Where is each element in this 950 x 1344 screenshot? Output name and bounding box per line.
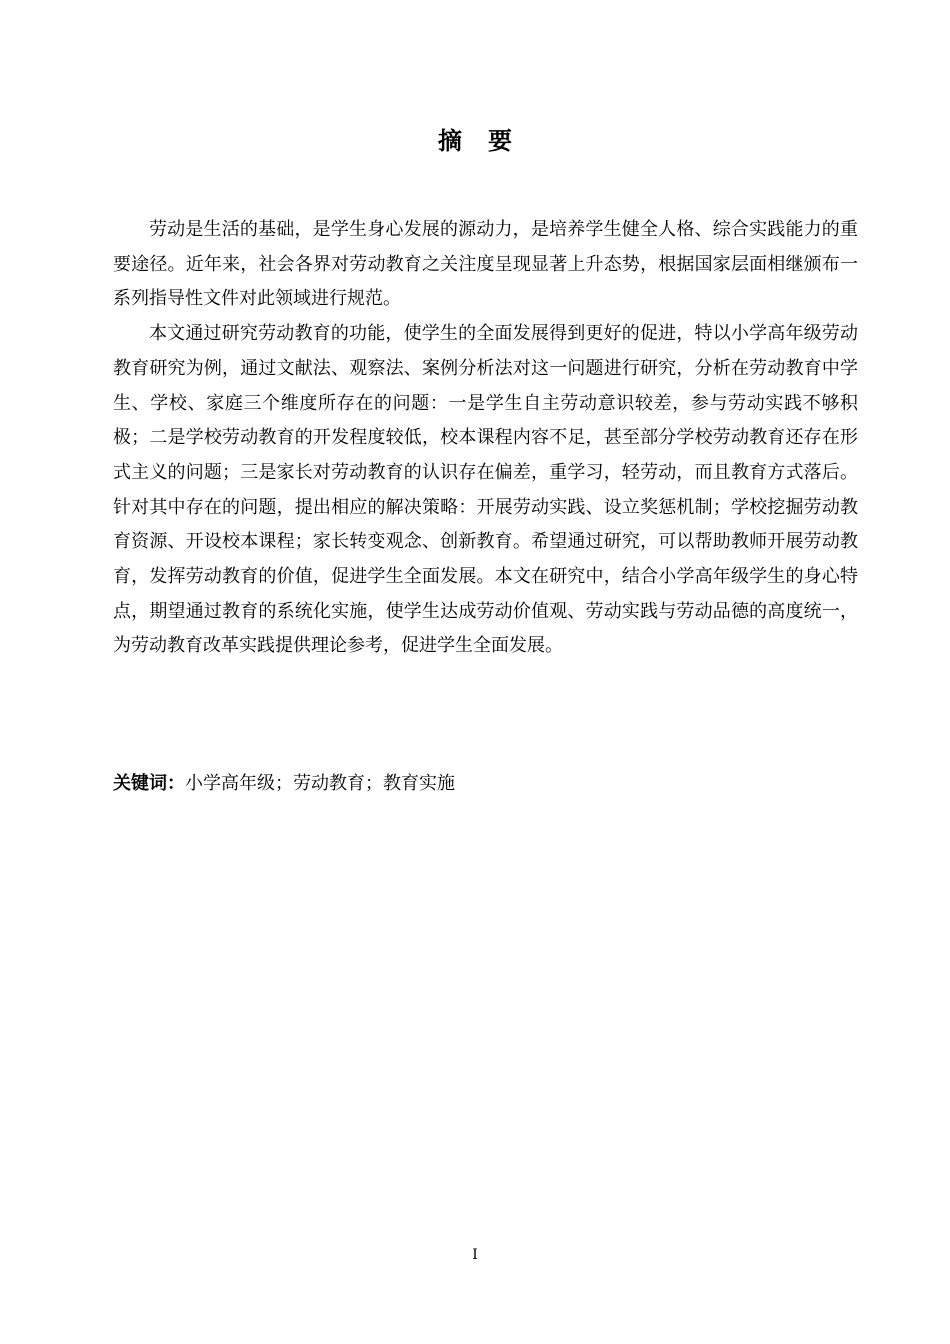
title-char-2: 要 — [488, 126, 512, 155]
page-number: I — [472, 1247, 478, 1263]
abstract-paragraph-1: 劳动是生活的基础，是学生身心发展的源动力，是培养学生健全人格、综合实践能力的重要途径。近年来，社会各界对劳动教育之关注度呈现显著上升态势，根据国家层面相继颁布一系列指导性文件对此领域进行规范。 — [113, 219, 858, 310]
title-char-1: 摘 — [438, 126, 462, 155]
abstract-title — [0, 125, 950, 157]
keywords-label: 关键词： — [113, 773, 185, 794]
keywords-line — [113, 767, 858, 801]
abstract-paragraph-2: 本文通过研究劳动教育的功能，使学生的全面发展得到更好的促进，特以小学高年级劳动教育研究为例，通过文献法、观察法、案例分析法对这一问题进行研究，分析在劳动教育中学生、学校、家庭三个维度所存在的问题：一是学生自主劳动意识较差，参与劳动实践不够积极；二是学校劳动教育的开发程度较低，校本课程内容不足，甚至部分学校劳动教育还存在形式主义的问题；三是家长对劳动教育的认识存在偏差，重学习，轻劳动，而且教育方式落后。针对其中存在的问题，提出相应的解决策略：开展劳动实践、设立奖惩机制；学校挖掘劳动教育资源、开设校本课程；家长转变观念、创新教育。希望通过研究，可以帮助教师开展劳动教育，发挥劳动教育的价值，促进学生全面发展。本文在研究中，结合小学高年级学生的身心特点，期望通过教育的系统化实施，使学生达成劳动价值观、劳动实践与劳动品德的高度统一，为劳动教育改革实践提供理论参考，促进学生全面发展。 — [113, 323, 858, 657]
abstract-body — [113, 213, 858, 664]
keywords-value: 小学高年级；劳动教育；教育实施 — [185, 773, 455, 794]
